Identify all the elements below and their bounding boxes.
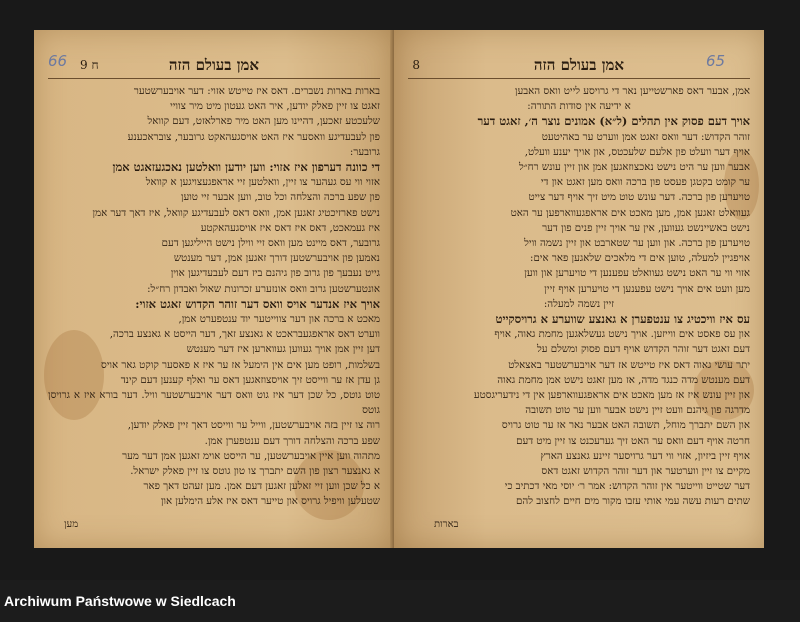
right-page-text (408, 84, 750, 510)
catchword: מען (64, 519, 79, 530)
text-line: שלעכטע זאכען, דהיינו מען האט מיר פארלאזט, דעם קוואל (147, 116, 380, 128)
text-line: שתים רעות עשה עמי אותי עזבו מקור מים חיים לחצוב להם (516, 496, 750, 508)
running-title: אמן בעולם הזה (168, 56, 260, 74)
text-line: איז געמאכט, דאס איז דאס איז אויסגעהאקטע (200, 222, 380, 234)
text-line: נישט באשיינשט געווען, אין ער אויך זיין פנים פון דער (542, 222, 750, 234)
text-line: א גאנצער רצון פון השם יתברך צו טון גוטס צו זיין פאלק ישראל. (130, 466, 380, 478)
archive-label: Archiwum Państwowe w Siedlcach (4, 593, 236, 609)
text-line: יתר עושי גאוה דאס איז טייטש אז דער אויבערשטער באצאלט (508, 359, 750, 371)
catchword: בארות (434, 519, 459, 530)
text-line: א ידיעה אין סודות התורה: (527, 101, 631, 113)
page-number: 8 (412, 58, 420, 72)
text-line: אזוי ווי עס געהער צו זיין, וואלטען זיי אראפגעצויגען א קוואל (145, 177, 380, 189)
text-line: נאמען פון אויבערשטען דורך זאגען אמן, דער מענטש (173, 253, 380, 265)
text-line: די כוונה דערפון איז אזוי: ווען יודען וואלטען נאכגעזאגט אמן (112, 160, 380, 175)
left-page-header (48, 56, 380, 79)
text-line: מאכט א ברכה און דער צווייטער יוד ענטפערט אמן, (178, 314, 380, 326)
text-line: און השם יתברך מוחל, תשובה האט אבער נאר אז ער טוט גרויס (501, 420, 750, 432)
text-line: דעם מענטש מדה כנגד מדה, אז מען זאגט נישט אמן מחמת גאוה (497, 374, 750, 386)
text-line: דעם זאגט דער זוהר הקדוש אויף דעם פסוק ומשלם על (536, 344, 750, 356)
text-line: אבער ווען ער היט נישט נאכצוזאגען אמן און זיין עונש רח״ל (519, 162, 750, 174)
text-line: גרובער, דאס מיינט מען וואס זיי ווילן נישט הייליגען דעם (161, 238, 380, 250)
right-page (394, 30, 764, 548)
text-line: אמן, אבער דאס פארשטייען נאר די גרויסע לייט וואס האבען (514, 86, 750, 97)
text-line: מדרגה פון גיהנם וועט זיין נישט אבער ווען ער טוט תשובה (525, 405, 750, 417)
text-line: אונטערשטען גרוב וואס אונזערע זכרונות שאול ואבדון רח״ל: (147, 283, 380, 295)
archive-footer (0, 580, 800, 622)
text-line: מתהוה ווען איין אויבערשטען, ער הייסט אוימ זאגען אמן דער מער (122, 450, 380, 462)
text-line: חרטה אויף דעם וואס ער האט זיך גערעכנט צו זיין מיט דעם (516, 435, 750, 447)
text-line: פון לעבעדיגע וואסער איז האט אויסגעהאקט גרובער, צובראכענע (127, 131, 380, 143)
text-line: גייט נעבעך פון גרוב פון גיהנם ביז דעם לעבעדיגען אוין (170, 268, 380, 280)
text-line: בשלמות, רופט מען אים אין הימעל אז ער איז א פאסער קוקט גאר אויס (100, 359, 380, 371)
text-line: רוה צו זיין בזה אויבערשטען, ווייל ער ווייסט דאך זיין פאלק יודען, (127, 420, 380, 432)
text-line: גרובער: (349, 146, 380, 158)
text-line: נישט פארזיכטיג זאגען אמן, וואס דאס לעבעדיגע קוואל, איז דאך דער אמן (92, 207, 380, 219)
text-line: און עס פאסט אים ווייזען. אויך נישט געשלאגען מחמת גאוה, אויף (494, 329, 750, 341)
text-line: מקיים צו זיין ווערטער און דער זוהר הקדוש זאגט דאס (541, 466, 750, 478)
page-number: ח 9 (80, 58, 99, 72)
text-line: אויפגיין למעלה, טוען אים די מלאכים שלאגען פאר אים: (530, 253, 750, 265)
text-line: עס איז וויכטיג צו ענטפערן א גאנצע שווערע א גרויסקייט (495, 312, 750, 327)
text-line: זוהר הקדוש: דער וואס זאגט אמן ווערט ער באהיטעט (541, 131, 750, 143)
text-line: אויף דער וועלט פון אלעם שלעכטס, און אויך יענע וועלט, (524, 146, 750, 158)
text-line: טויערען פון ברכה. און ווען ער שטארבט און זיין נשמה וויל (524, 238, 750, 250)
running-title: אמן בעולם הזה (533, 56, 625, 74)
right-page-header (408, 56, 750, 79)
text-line: ווערט דאס אראפגעבראכט א גאנצע זאך, דער הייסט א גאנצע ברכה, (109, 329, 380, 341)
text-line: זאגט צו זיין פאלק יודען, איר האט געטון מיט מיר צוויי (170, 101, 380, 113)
text-line: אויך איז אנדער אויס וואס דער זוהר הקדוש זאגט אזוי: (135, 296, 380, 311)
text-line: זיין נשמה למעלה: (543, 298, 615, 310)
text-line: ער קומט בקטגן פעסט פון ברכה וואס מען זאגט און די (540, 177, 750, 189)
text-line: אויף זיין ביזיון, אזוי ווי דער גרויסער זיינע גאנצע הארץ (540, 450, 750, 462)
pencil-folio-number: 66 (48, 52, 68, 70)
text-line: דען זיין אמן אויך געווען געווארען איז דער מענטש (186, 344, 380, 356)
text-line: דער שטייט ווייטער אין זוהר הקדוש: אמר ר׳ יוסי מאי דכתיב כי (504, 481, 750, 493)
text-line: אזוי ווי ער האט נישט געוואלט עפענען די טויערען און ווען (524, 268, 750, 280)
text-line: שפע ברכה והצלחה דורך דעם ענטפערן אמן. (204, 435, 380, 447)
text-line: טוט גוטס, כל שכן דער איז גוט וואס דער אויבערשטער וויל. דער בורא איז א גרויסן גוטס (48, 390, 380, 417)
text-line: אויך דעם פסוק אין תהלים (ל״א) אמונים נוצר ה׳, זאגט דער (477, 114, 750, 129)
text-line: טויערען פון ברכה. דער עונש טוט מיט זיך אויף דער צייט (528, 192, 750, 204)
text-line: און זיין עונש איז אז מען מאכט אים אראפגעווארפען אין די נידעריגסטע (473, 390, 750, 402)
left-page (34, 30, 394, 548)
text-line: בארות בארות נשברים. דאס איז טייטש אזוי: דער אויבערשטער (133, 86, 380, 97)
pencil-folio-number: 65 (706, 52, 726, 70)
text-line: א כל שכן ווען זיי זאלען זאגען דעם אמן. מען זעהט דאך פאר (143, 481, 380, 493)
left-page-text (48, 84, 380, 510)
text-line: פון שפע ברכה והצלחה וכל טוב, ווען אבער זיי טוען (180, 192, 380, 204)
text-line: געוואלט זאגען אמן, מען מאכט אים אראפגעווארפען ער האט (510, 207, 750, 219)
text-line: גן עדן אז ער ווייסט זיך אויסצוזאגען דאס ער ואלף קענען דעם קינד (120, 374, 380, 386)
open-book (32, 30, 768, 552)
text-line: שטעלען וויפיל גרויס און טייער דאס איז אלע הימלען און (160, 496, 380, 508)
text-line: מען וועט אים אויך נישט עפענען די טויערען אויף זיין (544, 283, 750, 295)
